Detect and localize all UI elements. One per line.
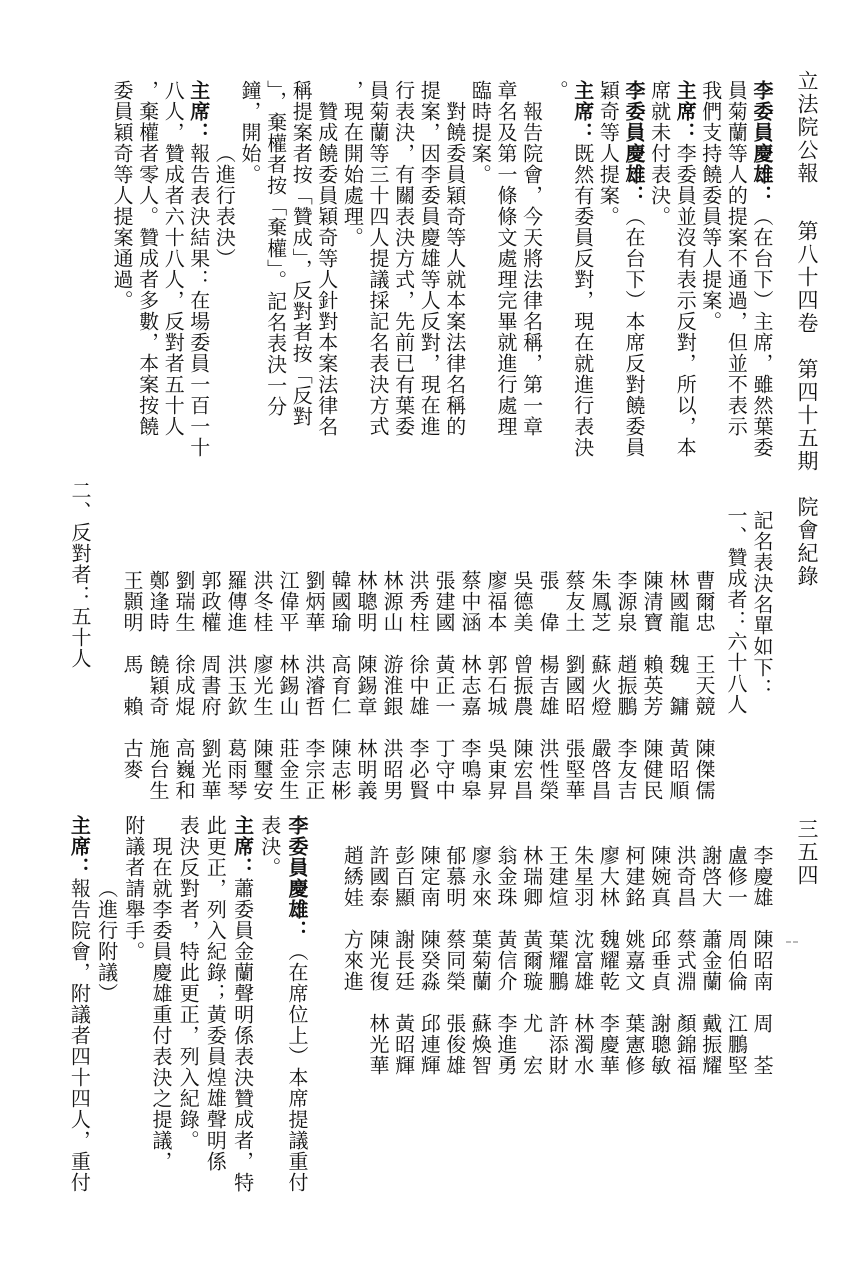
speech-text: ，棄權者零人。贊成者多數，本案按饒 bbox=[135, 80, 160, 437]
name-row: 朱鳳芝 蘇火燈 嚴啓昌 bbox=[588, 570, 612, 801]
speech-text: 席就未付表決。 bbox=[647, 80, 672, 227]
name-row: 謝啓大 蕭金蘭 戴振耀 bbox=[698, 845, 723, 1076]
name-row: 洪秀柱 徐中雄 李必賢 bbox=[406, 570, 430, 801]
speaker-label: 主席： bbox=[230, 815, 255, 878]
name-row: 陳婉真 邱垂貞 謝聰敏 bbox=[647, 845, 672, 1076]
name-row: 林國龍 魏 鏞 黃昭順 bbox=[666, 570, 690, 801]
text-line bbox=[518, 80, 546, 437]
text-line bbox=[93, 878, 121, 1004]
page-mark bbox=[786, 930, 798, 936]
text-line bbox=[256, 815, 284, 878]
text-line bbox=[108, 80, 136, 311]
name-row: 江偉平 林錫山 莊金生 bbox=[276, 570, 300, 801]
speech-text: （進行附議） bbox=[94, 878, 119, 1004]
text-line bbox=[620, 80, 648, 458]
no-heading: 二、反對者：五十人 bbox=[68, 480, 92, 669]
text-line bbox=[287, 80, 315, 427]
speech-text: 報告院會，附議者四十四人，重付 bbox=[67, 878, 92, 1193]
speech-text: （在台下）主席，雖然葉委 bbox=[750, 206, 774, 458]
text-line bbox=[201, 815, 229, 1172]
speech-text: 稱提案者按「贊成」，反對者按「反對 bbox=[289, 80, 314, 427]
name-row: 劉瑞生 徐成焜 高巍和 bbox=[172, 570, 196, 801]
name-row: 趙綉娃 方來進 bbox=[340, 845, 365, 992]
name-row: 李慶雄 陳昭南 周 荃 bbox=[750, 845, 774, 1076]
speech-text: （進行表決） bbox=[212, 143, 237, 269]
text-line bbox=[594, 80, 622, 227]
name-row: 劉炳華 洪濬哲 李宗正 bbox=[302, 570, 326, 801]
speech-text: 此更正，列入紀錄；黃委員煌雄聲明係 bbox=[203, 815, 228, 1172]
name-row: 林瑞卿 黃爾璇 尤 宏 bbox=[519, 845, 544, 1076]
text-line bbox=[569, 80, 597, 458]
speaker-label: 主席： bbox=[186, 80, 211, 143]
text-line bbox=[236, 80, 264, 185]
text-line bbox=[120, 815, 148, 962]
page-number: 三五四 bbox=[795, 818, 819, 887]
speech-text: 蕭委員金蘭聲明係表決贊成者，特 bbox=[230, 878, 255, 1193]
name-row: 翁金珠 黃信介 李進勇 bbox=[494, 845, 518, 1076]
yes-heading: 一、贊成者：六十八人 bbox=[724, 505, 748, 715]
text-line bbox=[65, 815, 93, 1193]
journal-title: 立法院公報 bbox=[795, 70, 819, 185]
speaker-label: 李委員慶雄： bbox=[622, 80, 646, 206]
speech-text: 員菊蘭等人的提案不通過，但並不表示 bbox=[724, 80, 749, 437]
text-line bbox=[748, 80, 776, 458]
speaker-label: 主席： bbox=[570, 80, 595, 143]
name-row: 鄭逢時 饒穎奇 施台生 bbox=[146, 570, 170, 801]
name-row: 韓國瑜 高育仁 陳志彬 bbox=[328, 570, 352, 801]
speech-text: 章名及第一條條文處理完畢就進行處理 bbox=[494, 80, 518, 437]
speech-text: 表決。 bbox=[257, 815, 282, 878]
speech-text: 既然有委員反對，現在就進行表決 bbox=[570, 143, 595, 458]
speaker-label: 李委員慶雄： bbox=[750, 80, 774, 206]
speech-text: 行表決，有關表決方式，先前已有葉委 bbox=[391, 80, 416, 437]
speech-text: 贊成饒委員穎奇等人針對本案法律名 bbox=[314, 80, 339, 437]
name-row: 洪冬桂 廖光生 陳璽安 bbox=[250, 570, 274, 801]
text-line bbox=[262, 80, 290, 417]
speech-text: ，現在開始處理。 bbox=[340, 80, 365, 248]
text-line bbox=[147, 815, 175, 1172]
speech-text: 。 bbox=[545, 80, 570, 101]
text-line bbox=[283, 815, 311, 1193]
name-row: 郁慕明 蔡同榮 張俊雄 bbox=[442, 845, 467, 1076]
speech-text: 」，棄權者按「棄權」。記名表決一分 bbox=[263, 80, 288, 417]
name-row: 廖永來 葉菊蘭 蘇煥智 bbox=[468, 845, 493, 1076]
text-line bbox=[134, 80, 162, 437]
name-row: 郭政權 周書府 劉光華 bbox=[198, 570, 222, 801]
speaker-label: 主席： bbox=[673, 80, 698, 143]
text-line bbox=[313, 80, 341, 437]
speech-text: 委員穎奇等人提案通過。 bbox=[110, 80, 134, 311]
name-row: 吳德美 曾振農 陳宏昌 bbox=[510, 570, 534, 801]
name-row: 許國泰 陳光復 林光華 bbox=[366, 845, 390, 1076]
speech-text: 現在就李委員慶雄重付表決之提議， bbox=[149, 815, 173, 1172]
name-row: 陳定南 陳癸淼 邱連輝 bbox=[417, 845, 442, 1076]
speech-text: 臨時提案。 bbox=[468, 80, 493, 185]
speech-text: 鐘，開始。 bbox=[238, 80, 262, 185]
text-line bbox=[185, 80, 213, 458]
text-line bbox=[722, 80, 750, 437]
name-row: 羅傳進 洪玉欽 葛雨琴 bbox=[224, 570, 248, 801]
speech-text: 報告表決結果：在場委員一百一十 bbox=[186, 143, 211, 458]
speech-text: 八人，贊成者六十八人，反對者五十人 bbox=[161, 80, 186, 437]
issue-info: 第八十四卷 第四十五期 院會紀錄 bbox=[795, 220, 819, 588]
speech-text: 員菊蘭等三十四人提議採記名表決方式 bbox=[366, 80, 390, 437]
text-line bbox=[441, 80, 469, 437]
text-line bbox=[390, 80, 418, 437]
name-row: 曹爾忠 王天競 陳傑儒 bbox=[692, 570, 716, 801]
name-row: 廖大林 魏耀乾 李慶華 bbox=[596, 845, 621, 1076]
text-line bbox=[697, 80, 725, 332]
speech-text: 附議者請舉手。 bbox=[121, 815, 146, 962]
name-row: 張 偉 楊吉雄 洪性榮 bbox=[536, 570, 560, 801]
name-row: 陳清寶 賴英芳 陳健民 bbox=[640, 570, 664, 801]
speech-text: 對饒委員穎奇等人就本案法律名稱的 bbox=[442, 80, 467, 437]
name-row: 柯建銘 姚嘉文 葉憲修 bbox=[622, 845, 646, 1076]
text-line bbox=[646, 80, 674, 227]
name-row: 朱星羽 沈富雄 林濁水 bbox=[570, 845, 595, 1076]
speech-text: 我們支持饒委員等人提案。 bbox=[698, 80, 723, 332]
list-intro: 記名表決名單如下： bbox=[750, 510, 774, 699]
name-row: 蔡友土 劉國昭 張堅華 bbox=[562, 570, 586, 801]
name-row: 盧修一 周伯倫 江鵬堅 bbox=[724, 845, 749, 1076]
name-row: 李源泉 趙振鵬 李友吉 bbox=[614, 570, 638, 801]
name-row: 張建國 黃正一 丁守中 bbox=[432, 570, 456, 801]
speech-text: 李委員並沒有表示反對，所以，本 bbox=[673, 143, 698, 458]
text-line bbox=[364, 80, 392, 437]
text-line bbox=[492, 80, 520, 437]
name-row: 林聰明 陳錫章 林明義 bbox=[354, 570, 378, 801]
text-line bbox=[415, 80, 443, 437]
name-row: 蔡中涵 林志嘉 李鳴皋 bbox=[458, 570, 482, 801]
speech-text: （在台下）本席反對饒委員 bbox=[622, 206, 646, 458]
name-row: 廖福本 郭石城 吳東昇 bbox=[484, 570, 508, 801]
speaker-label: 李委員慶雄： bbox=[285, 815, 309, 941]
name-row: 林源山 游淮銀 洪昭男 bbox=[380, 570, 404, 801]
name-row: 王顥明 馬 賴 古麥 bbox=[120, 570, 144, 780]
speech-text: 穎奇等人提案。 bbox=[596, 80, 621, 227]
name-row: 洪奇昌 蔡式淵 顏錦福 bbox=[673, 845, 698, 1076]
text-line bbox=[543, 80, 571, 101]
speaker-label: 主席： bbox=[67, 815, 92, 878]
text-line bbox=[210, 143, 238, 269]
speech-text: 報告院會，今天將法律名稱，第一章 bbox=[519, 80, 544, 437]
speech-text: （在席位上）本席提議重付 bbox=[285, 941, 309, 1193]
text-line bbox=[174, 815, 202, 1151]
text-line bbox=[229, 815, 257, 1193]
text-line bbox=[338, 80, 366, 248]
text-line bbox=[466, 80, 494, 185]
text-line bbox=[671, 80, 699, 458]
name-row: 彭百顯 謝長廷 黃昭輝 bbox=[391, 845, 416, 1076]
name-row: 王建煊 葉耀鵬 許添財 bbox=[545, 845, 570, 1076]
speech-text: 提案，因李委員慶雄等人反對，現在進 bbox=[417, 80, 442, 437]
text-line bbox=[159, 80, 187, 437]
speech-text: 表決反對者，特此更正，列入紀錄。 bbox=[176, 815, 201, 1151]
